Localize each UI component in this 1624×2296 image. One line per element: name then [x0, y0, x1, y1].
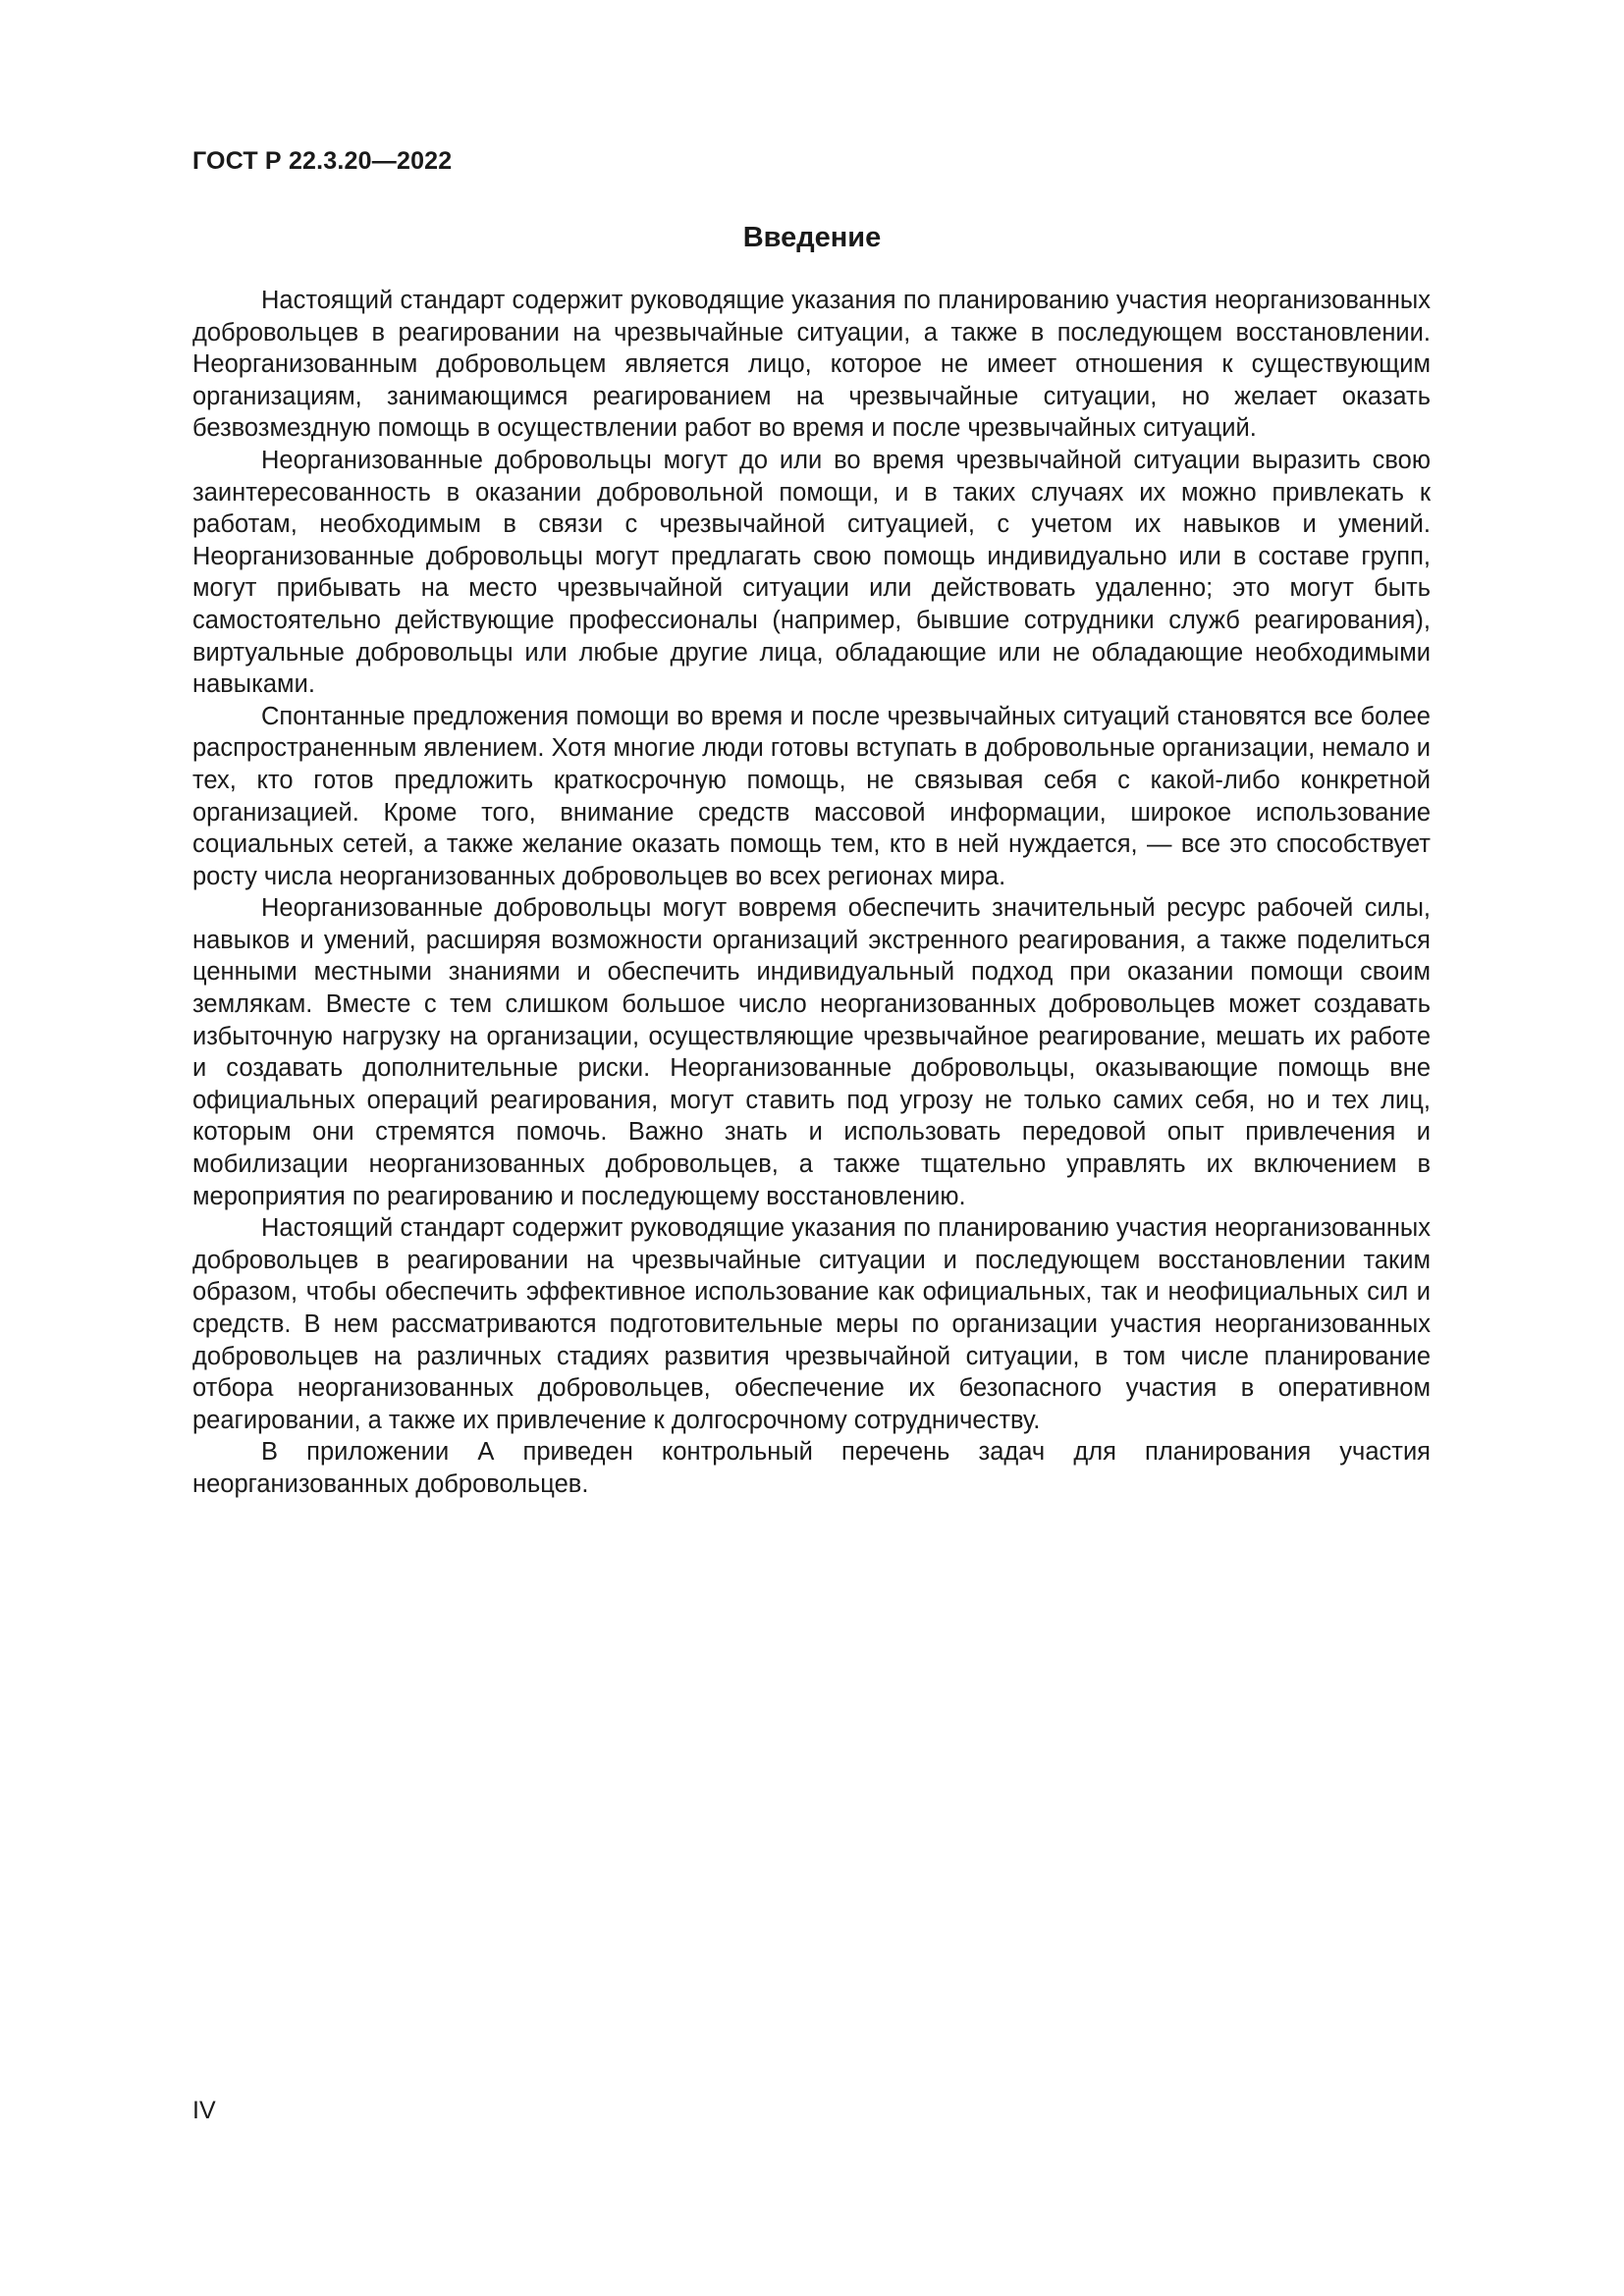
paragraph-3: Спонтанные предложения помощи во время и после чрезвычайных ситуаций становятся все более распространенным явлением. Хотя многие люди готовы вступать в добровольные организации, немало и тех, кто готов предложить краткосрочную помощь, не связывая себя с какой-либо конкретной организацией. Кроме того, внимание средств массовой информации, широкое использование социальных сетей, а также желание оказать помощь тем, кто в ней нуждается, — все это способствует росту числа неорганизованных добровольцев во всех регионах мира.	[192, 702, 1431, 890]
standard-code-header: ГОСТ Р 22.3.20—2022	[192, 147, 453, 175]
body-text	[192, 285, 1431, 1501]
page-number: IV	[192, 2097, 216, 2124]
paragraph-2: Неорганизованные добровольцы могут до или во время чрезвычайной ситуации выразить свою заинтересованность в оказании добровольной помощи, и в таких случаях их можно привлекать к работам, необходимым в связи с чрезвычайной ситуацией, с учетом их навыков и умений. Неорганизованные добровольцы могут предлагать свою помощь индивидуально или в составе групп, могут прибывать на место чрезвычайной ситуации или действовать удаленно; это могут быть самостоятельно действующие профессионалы (например, бывшие сотрудники служб реагирования), виртуальные добровольцы или любые другие лица, обладающие или не обладающие необходимыми навыками.	[192, 446, 1431, 699]
paragraph-5: Настоящий стандарт содержит руководящие указания по планированию участия неорганизованных добровольцев в реагировании на чрезвычайные ситуации и последующем восстановлении таким образом, чтобы обеспечить эффективное использование как официальных, так и неофициальных сил и средств. В нем рассматриваются подготовительные меры по организации участия неорганизованных добровольцев на различных стадиях развития чрезвычайной ситуации, в том числе планирование отбора неорганизованных добровольцев, обеспечение их безопасного участия в оперативном реагировании, а также их привлечение к долгосрочному сотрудничеству.	[192, 1214, 1431, 1434]
paragraph-1: Настоящий стандарт содержит руководящие указания по планированию участия неорганизованных добровольцев в реагировании на чрезвычайные ситуации, а также в последующем восстановлении. Неорганизованным добровольцем является лицо, которое не имеет отношения к существующим организациям, занимающимся реагированием на чрезвычайные ситуации, но желает оказать безвозмездную помощь в осуществлении работ во время и после чрезвычайных ситуаций.	[192, 287, 1431, 443]
paragraph-6: В приложении А приведен контрольный перечень задач для планирования участия неорганизованных добровольцев.	[192, 1438, 1431, 1498]
paragraph-4: Неорганизованные добровольцы могут вовремя обеспечить значительный ресурс рабочей силы, навыков и умений, расширяя возможности организаций экстренного реагирования, а также поделиться ценными местными знаниями и обеспечить индивидуальный подход при оказании помощи своим землякам. Вместе с тем слишком большое число неорганизованных добровольцев может создавать избыточную нагрузку на организации, осуществляющие чрезвычайное реагирование, мешать их работе и создавать дополнительные риски. Неорганизованные добровольцы, оказывающие помощь вне официальных операций реагирования, могут ставить под угрозу не только самих себя, но и тех лиц, которым они стремятся помочь. Важно знать и использовать передовой опыт привлечения и мобилизации неорганизованных добровольцев, а также тщательно управлять их включением в мероприятия по реагированию и последующему восстановлению.	[192, 894, 1431, 1210]
section-title: Введение	[742, 222, 882, 253]
